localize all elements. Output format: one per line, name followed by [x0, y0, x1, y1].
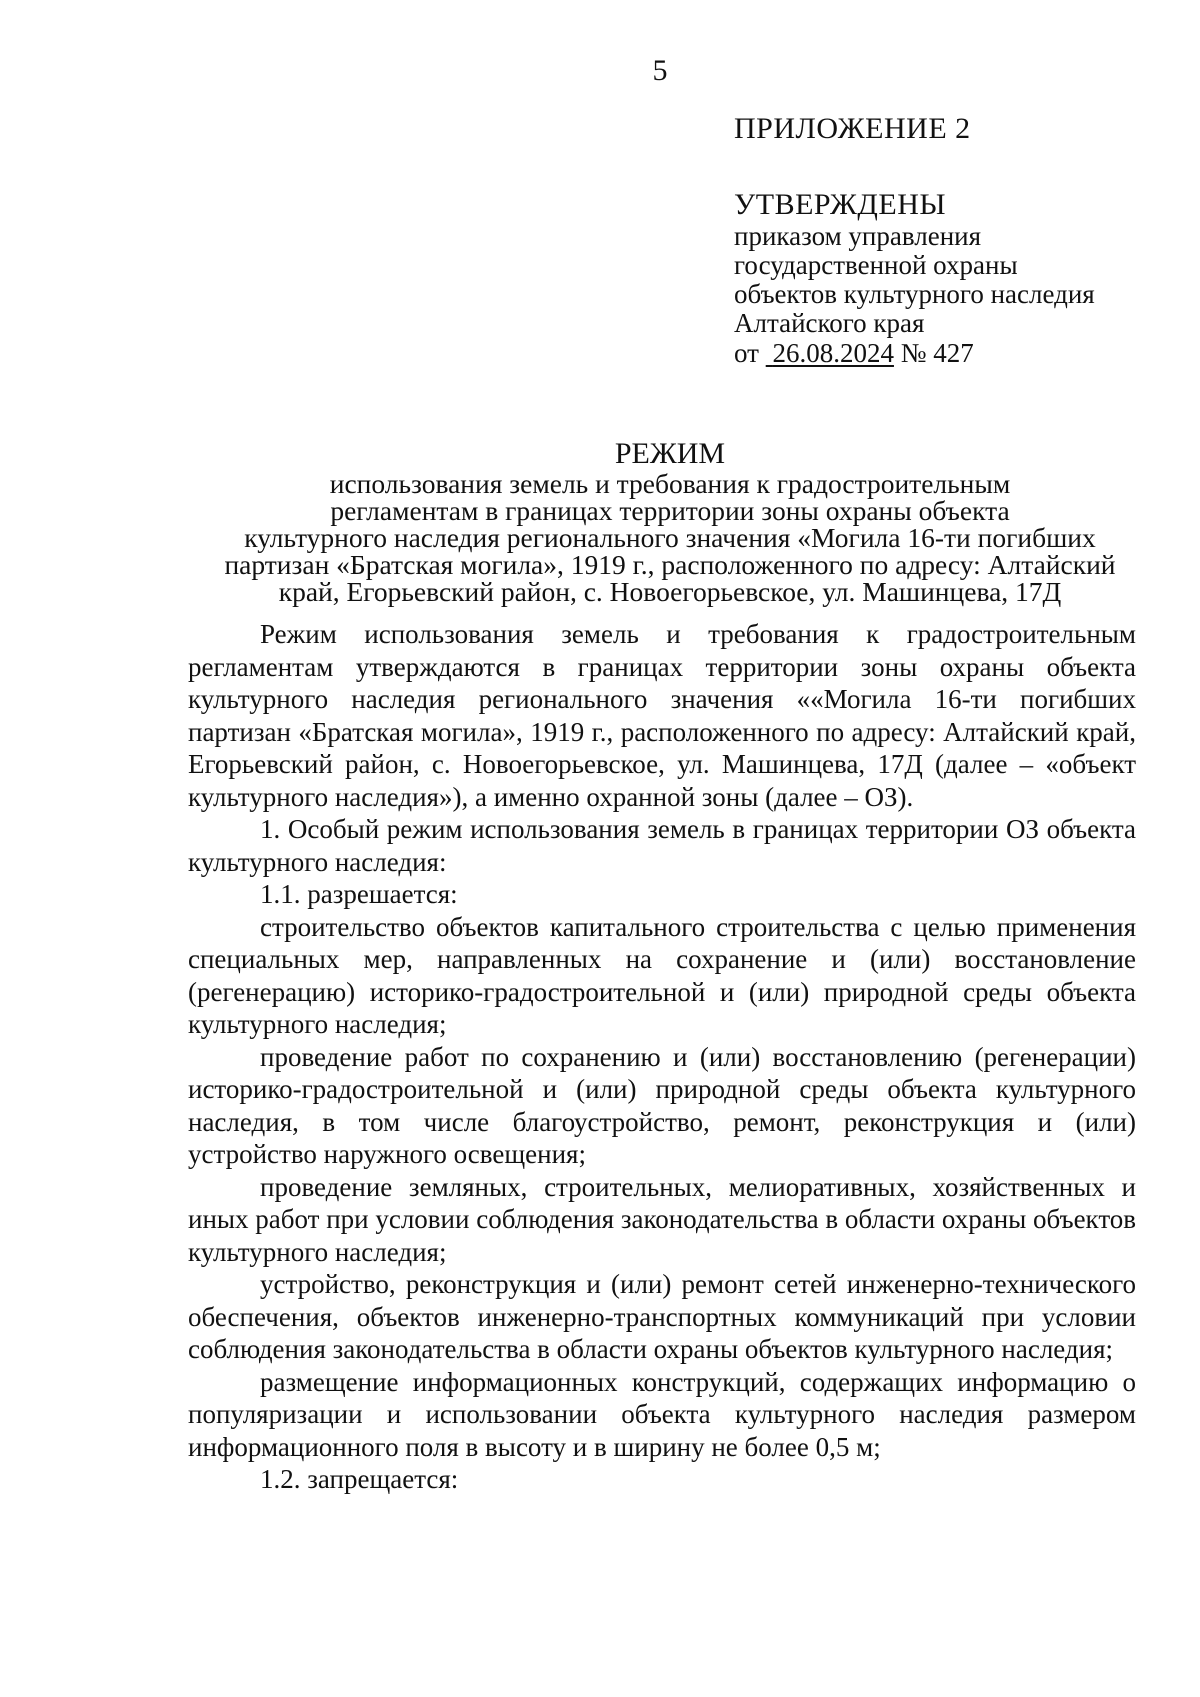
permitted-item: строительство объектов капитального строительства с целью применения специальных мер, направленных на сохранение и (или) восстановление (регенерацию) историко-градостроительной и (или) природной среды объекта культурного наследия; — [188, 911, 1136, 1039]
section-1-heading: 1. Особый режим использования земель в границах территории ОЗ объекта культурного наследия: — [188, 814, 1136, 877]
permitted-item: устройство, реконструкция и (или) ремонт сетей инженерно-технического обеспечения, объектов инженерно-транспортных коммуникаций при условии соблюдения законодательства в области охраны объектов культурного наследия; — [188, 1269, 1136, 1364]
section-1-2-heading: 1.2. запрещается: — [260, 1464, 459, 1494]
order-prefix: от — [734, 338, 759, 368]
issuer-line: приказом управления — [734, 221, 982, 251]
issuer-line: объектов культурного наследия — [734, 279, 1095, 309]
issuer-line: государственной охраны — [734, 250, 1018, 280]
subtitle-line: регламентам в границах территории зоны охраны объекта — [330, 495, 1010, 526]
appendix-label: ПРИЛОЖЕНИЕ 2 — [734, 112, 971, 145]
approved-label: УТВЕРЖДЕНЫ — [734, 188, 947, 221]
permitted-item: проведение земляных, строительных, мелиоративных, хозяйственных и иных работ при условии соблюдения законодательства в области охраны объектов культурного наследия; — [188, 1171, 1137, 1267]
approval-block — [734, 112, 1174, 368]
order-line — [734, 338, 1174, 368]
subtitle-line: край, Егорьевский район, с. Новоегорьевское, ул. Машинцева, 17Д — [278, 576, 1062, 607]
issuer-line: Алтайского края — [734, 308, 925, 338]
document-body — [188, 618, 1136, 1496]
section-1-1-heading: 1.1. разрешается: — [260, 879, 458, 909]
subtitle-line: культурного наследия регионального значения «Могила 16-ти погибших — [244, 522, 1096, 553]
page-number: 5 — [652, 54, 668, 87]
issuer-block — [734, 222, 1174, 338]
intro-paragraph: Режим использования земель и требования к градостроительным регламентам утверждаются в границах территории зоны охраны объекта культурного наследия регионального значения ««Могила 16-ти погибших партизан «Братская могила», 1919 г., расположенного по адресу: Алтайский край, Егорьевский район, с. Новоегорьевское, ул. Машинцева, 17Д (далее – «объект культурного наследия»), а именно охранной зоны (далее – ОЗ). — [188, 619, 1136, 812]
order-number: № 427 — [900, 338, 974, 368]
document-title: РЕЖИМ — [614, 437, 726, 470]
permitted-item: размещение информационных конструкций, содержащих информацию о популяризации и использовании объекта культурного наследия размером информационного поля в высоту и в ширину не более 0,5 м; — [188, 1366, 1136, 1462]
subtitle-line: партизан «Братская могила», 1919 г., расположенного по адресу: Алтайский — [224, 549, 1116, 580]
permitted-item: проведение работ по сохранению и (или) восстановлению (регенерации) историко-градостроительной и (или) природной среды объекта культурного наследия, в том числе благоустройство, ремонт, реконструкция и (или) устройство наружного освещения; — [188, 1041, 1136, 1169]
order-date: 26.08.2024 — [772, 338, 894, 368]
document-subtitle — [200, 470, 1140, 605]
subtitle-line: использования земель и требования к градостроительным — [329, 468, 1011, 499]
